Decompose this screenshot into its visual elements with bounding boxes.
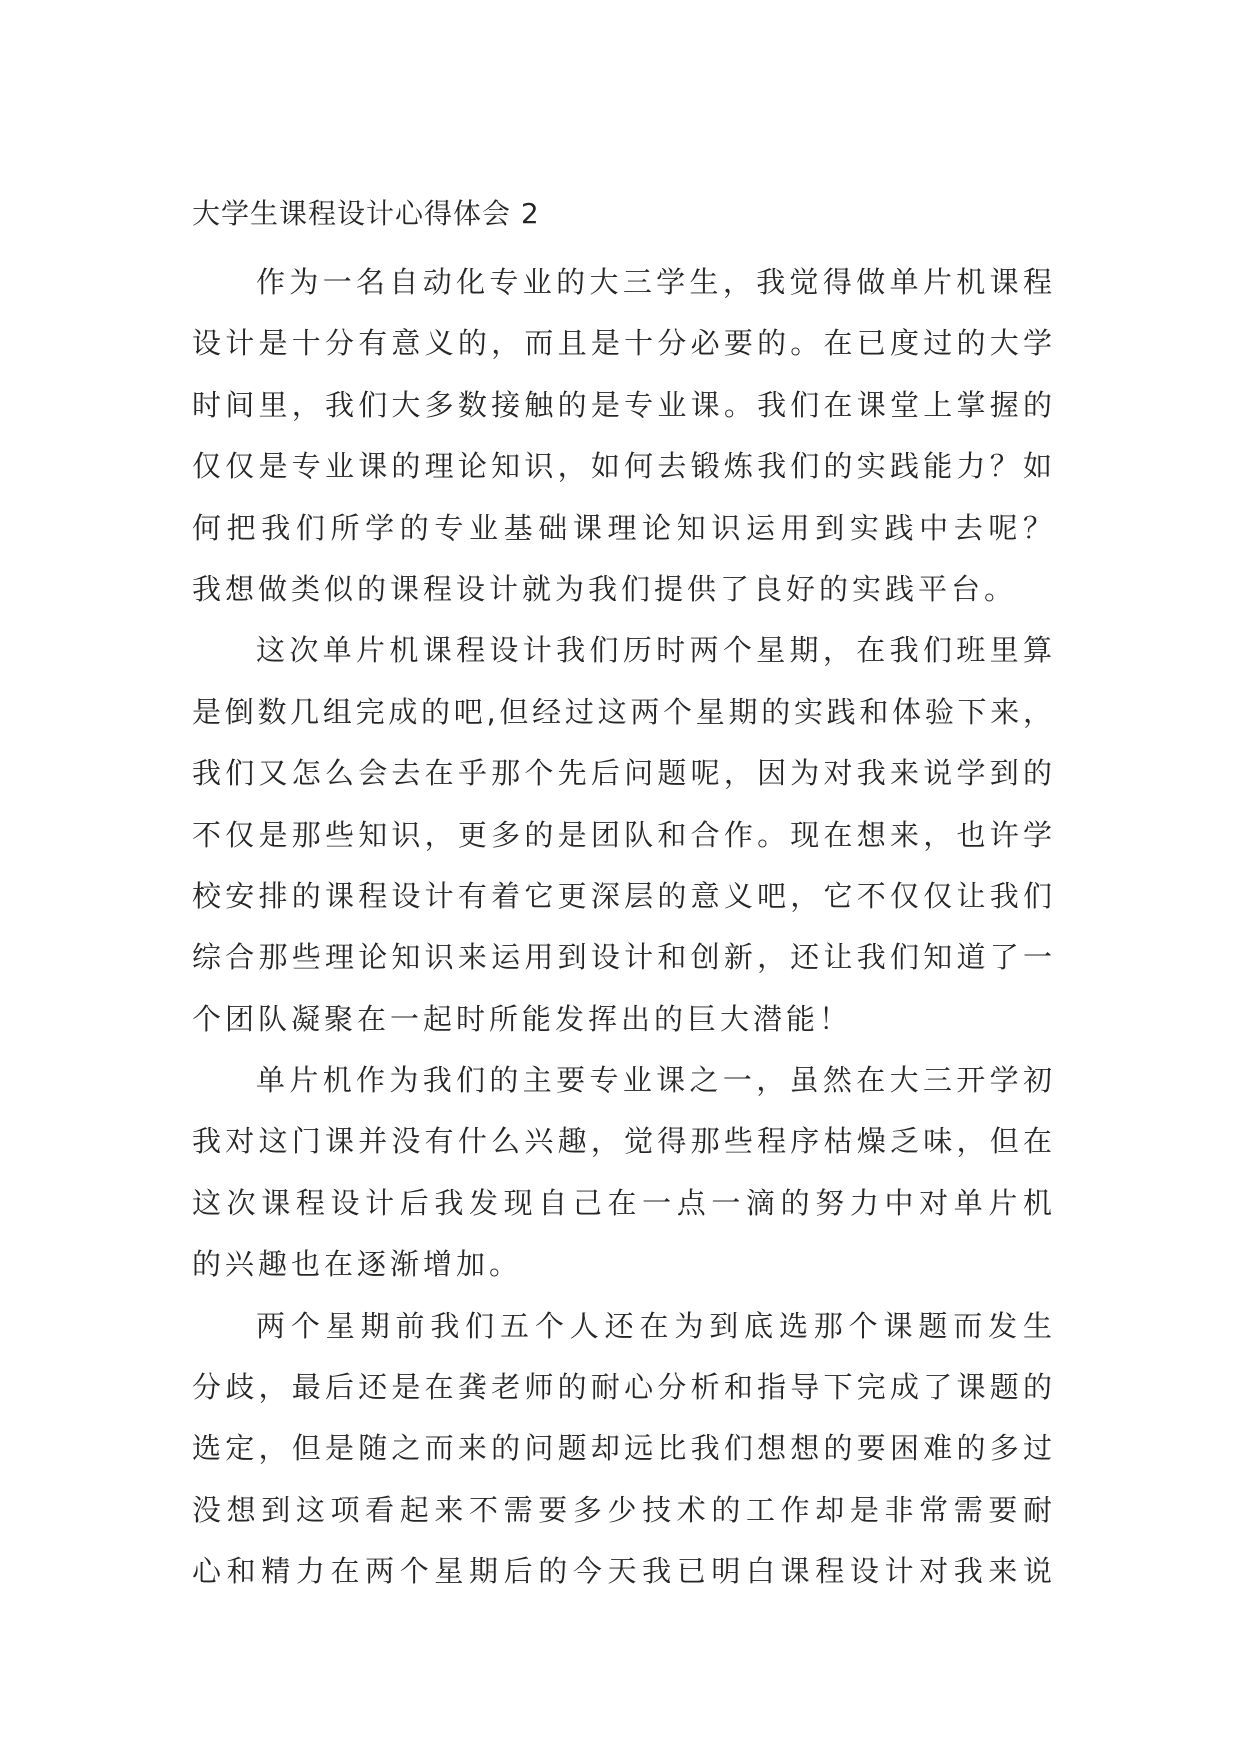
paragraph-4-line-1: 两个星期前我们五个人还在为到底选那个课题而发生 [256, 1308, 1052, 1343]
paragraph-4-line-5: 心和精力在两个星期后的今天我已明白课程设计对我来说 [192, 1554, 1052, 1589]
paragraph-2-line-7: 个团队凝聚在一起时所能发挥出的巨大潜能！ [192, 1001, 853, 1036]
paragraph-1-line-2: 设计是十分有意义的，而且是十分必要的。在已度过的大学 [192, 326, 1052, 361]
paragraph-2-line-1: 这次单片机课程设计我们历时两个星期，在我们班里算 [256, 633, 1052, 668]
document-title: 大学生课程设计心得体会 2 [192, 197, 540, 230]
paragraph-2-line-6: 综合那些理论知识来运用到设计和创新，还让我们知道了一 [192, 940, 1052, 975]
paragraph-3-line-2: 我对这门课并没有什么兴趣，觉得那些程序枯燥乏味，但在 [192, 1124, 1052, 1159]
paragraph-3-line-1: 单片机作为我们的主要专业课之一，虽然在大三开学初 [256, 1063, 1052, 1098]
paragraph-2-line-5: 校安排的课程设计有着它更深层的意义吧，它不仅仅让我们 [192, 878, 1052, 913]
paragraph-2-line-3: 我们又怎么会去在乎那个先后问题呢，因为对我来说学到的 [192, 756, 1052, 791]
paragraph-3-line-3: 这次课程设计后我发现自己在一点一滴的努力中对单片机 [192, 1185, 1052, 1220]
paragraph-1-line-3: 时间里，我们大多数接触的是专业课。我们在课堂上掌握的 [192, 387, 1052, 422]
paragraph-2-line-2: 是倒数几组完成的吧,但经过这两个星期的实践和体验下来， [192, 694, 1052, 729]
paragraph-4-line-2: 分歧，最后还是在龚老师的耐心分析和指导下完成了课题的 [192, 1370, 1052, 1405]
paragraph-1-line-1: 作为一名自动化专业的大三学生，我觉得做单片机课程 [256, 265, 1052, 299]
paragraph-3-line-4: 的兴趣也在逐渐增加。 [192, 1247, 523, 1282]
document-body [192, 252, 1052, 1603]
paragraph-1-line-6: 我想做类似的课程设计就为我们提供了良好的实践平台。 [192, 571, 1018, 606]
paragraph-2-line-4: 不仅是那些知识，更多的是团队和合作。现在想来，也许学 [192, 817, 1052, 852]
paragraph-4-line-3: 选定，但是随之而来的问题却远比我们想想的要困难的多过 [192, 1431, 1052, 1466]
paragraph-4-line-4: 没想到这项看起来不需要多少技术的工作却是非常需要耐 [192, 1492, 1052, 1527]
paragraph-1-line-5: 何把我们所学的专业基础课理论知识运用到实践中去呢？ [192, 510, 1052, 545]
paragraph-1-line-4: 仅仅是专业课的理论知识，如何去锻炼我们的实践能力？如 [192, 449, 1052, 484]
